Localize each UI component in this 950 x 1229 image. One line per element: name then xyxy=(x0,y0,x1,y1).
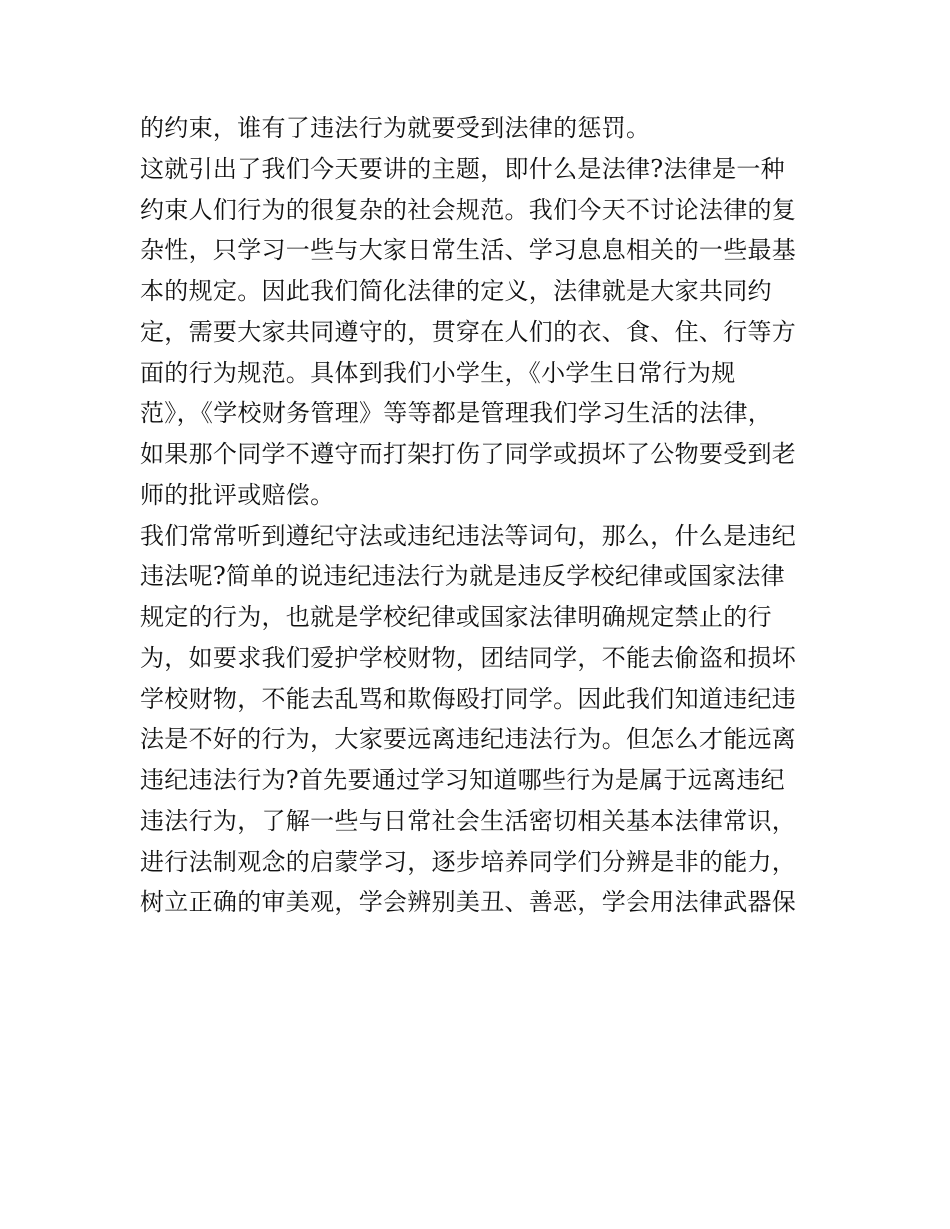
text-line: 的约束，谁有了违法行为就要受到法律的惩罚。 xyxy=(140,114,651,142)
text-line: 学校财物，不能去乱骂和欺侮殴打同学。因此我们知道违纪违 xyxy=(140,684,797,713)
text-line: 面的行为规范。具体到我们小学生，《小学生日常行为规 xyxy=(140,358,736,387)
text-line: 违法呢?简单的说违纪违法行为就是违反学校纪律或国家法律 xyxy=(140,562,785,591)
text-line: 树立正确的审美观，学会辨别美丑、善恶，学会用法律武器保 xyxy=(140,888,797,917)
text-line: 法是不好的行为，大家要远离违纪违法行为。但怎么才能远离 xyxy=(140,725,797,754)
text-line: 这就引出了我们今天要讲的主题，即什么是法律?法律是一种 xyxy=(140,154,785,183)
text-line: 定，需要大家共同遵守的，贯穿在人们的衣、食、住、行等方 xyxy=(140,317,797,346)
text-line: 为，如要求我们爱护学校财物，团结同学，不能去偷盗和损坏 xyxy=(140,643,797,672)
text-line: 违纪违法行为?首先要通过学习知道哪些行为是属于远离违纪 xyxy=(140,766,785,794)
text-line: 进行法制观念的启蒙学习，逐步培养同学们分辨是非的能力， xyxy=(140,847,797,876)
text-line: 师的批评或赔偿。 xyxy=(140,480,335,509)
text-line: 规定的行为，也就是学校纪律或国家法律明确规定禁止的行 xyxy=(140,603,772,631)
text-line: 如果那个同学不遵守而打架打伤了同学或损坏了公物要受到老 xyxy=(140,440,797,468)
text-line: 约束人们行为的很复杂的社会规范。我们今天不讨论法律的复 xyxy=(140,195,797,224)
text-line: 本的规定。因此我们简化法律的定义，法律就是大家共同约 xyxy=(140,277,772,305)
text-line: 杂性，只学习一些与大家日常生活、学习息息相关的一些最基 xyxy=(140,236,797,265)
text-line: 违法行为，了解一些与日常社会生活密切相关基本法律常识， xyxy=(140,806,797,835)
text-line: 范》，《学校财务管理》等等都是管理我们学习生活的法律， xyxy=(140,399,773,428)
text-line: 我们常常听到遵纪守法或违纪违法等词句，那么，什么是违纪 xyxy=(140,521,797,550)
body-text xyxy=(140,108,830,923)
